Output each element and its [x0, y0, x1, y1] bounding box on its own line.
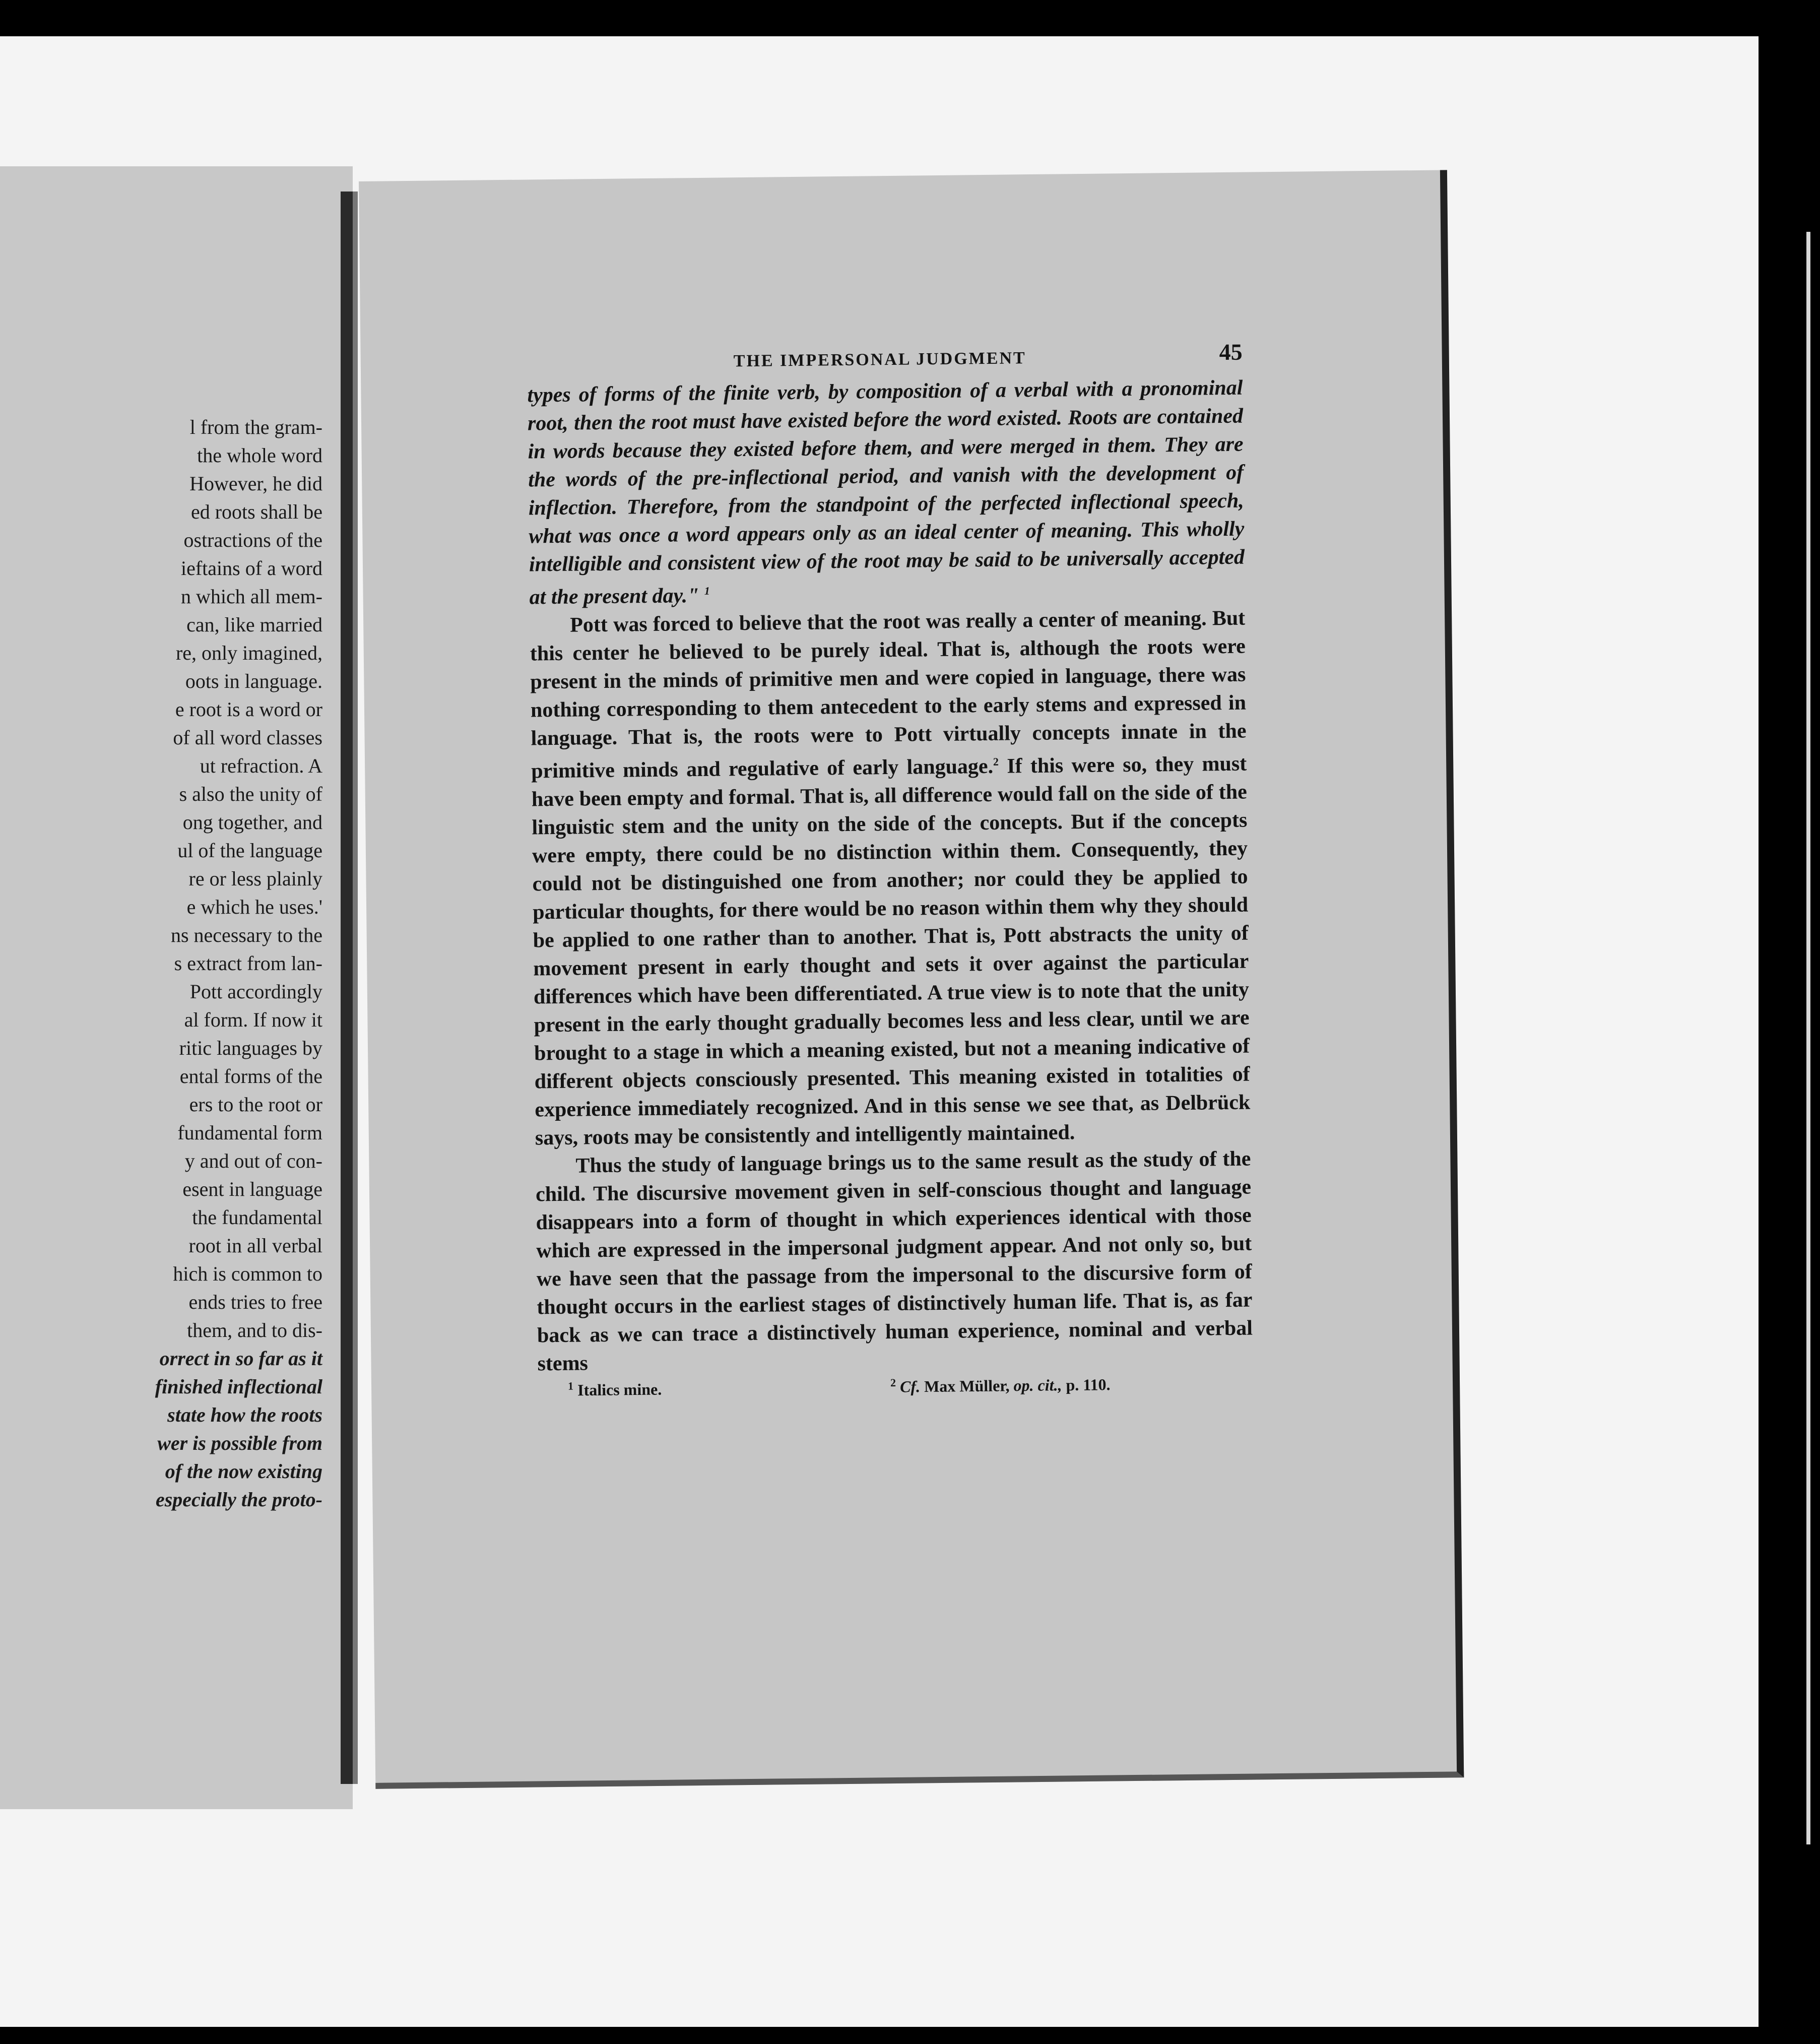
running-title: THE IMPERSONAL JUDGMENT	[733, 349, 1026, 371]
left-page	[0, 166, 353, 1809]
left-page-line: them, and to dis-	[187, 1319, 322, 1342]
left-page-line: hich is common to	[173, 1262, 322, 1285]
paragraph-1-text-b: If this were so, they must have been empty and formal. That is, all difference would fall on the side of the linguistic stem and the unity on the side of the concepts. But if the concepts were empty, there could be no distinction within them. Consequently, they could not be distinguished one from another; nor could they be applied to particular thoughts, for there would be no reason within them why they should be applied to one rather than to another. That is, Pott abstracts the unity of movement present in early thought and sets it over against the particular differences which have been differentiated. A true view is to note that the unity present in the early thought gradually becomes less and less clear, until we are brought to a stage in which a meaning existed, but not a meaning indicative of different objects consciously presented. This meaning existed in totalities of experience immediately recognized. And in this sense we see that, as Delbrück says, roots may be consistently and intelligently maintained.	[531, 752, 1251, 1150]
left-page-line: esent in language	[182, 1178, 322, 1200]
left-page-italic-line: especially the proto-	[155, 1488, 322, 1511]
left-page-line: ong together, and	[182, 811, 322, 834]
left-page-line: the fundamental	[192, 1206, 322, 1229]
footnote-2-mark: 2	[890, 1376, 896, 1389]
left-page-line: can, like married	[186, 613, 322, 636]
book-gutter	[353, 191, 358, 1784]
left-page-line: the whole word	[197, 444, 322, 467]
left-page-line: s also the unity of	[179, 783, 322, 805]
left-page-line: s extract from lan-	[174, 952, 322, 975]
left-page-line: ends tries to free	[188, 1291, 322, 1313]
left-page-line: However, he did	[189, 472, 322, 495]
left-page-line: Pott accordingly	[189, 980, 322, 1003]
left-page-line: root in all verbal	[188, 1234, 322, 1257]
left-page-line: ns necessary to the	[170, 924, 322, 946]
scan-border	[1786, 0, 1820, 2044]
paragraph-2: Thus the study of language brings us to the same result as the study of the child. The discursive movement given in self-conscious thought and language disappears into a form of thought in which experiences identical with those which are expressed in the impersonal judgment appear. And not only so, but we have seen that the passage from the impersonal to the discursive form of thought occurs in the earliest stages of distinctively human life. That is, as far back as we can trace a distinctively human experience, nominal and verbal stems	[535, 1147, 1253, 1376]
book-spine	[341, 191, 354, 1784]
left-page-line: re or less plainly	[188, 867, 322, 890]
left-page-line: ed roots shall be	[190, 500, 322, 523]
left-page-line: n which all mem-	[180, 585, 322, 608]
left-page-text	[0, 413, 322, 1514]
footnote-2-text: Max Müller,	[924, 1376, 1010, 1396]
right-page	[359, 170, 1464, 1788]
left-page-line: ers to the root or	[189, 1093, 322, 1116]
left-page-line: ut refraction. A	[200, 754, 322, 777]
footnote-2	[890, 1374, 1111, 1396]
left-page-line: oots in language.	[185, 670, 322, 692]
left-page-line: al form. If now it	[184, 1008, 322, 1031]
left-page-italic-line: orrect in so far as it	[159, 1347, 322, 1370]
page-number: 45	[1219, 339, 1243, 365]
left-page-line: re, only imagined,	[175, 642, 322, 664]
mount-edge	[1806, 232, 1810, 1844]
running-head	[527, 339, 1243, 381]
left-page-line: ul of the language	[177, 839, 322, 862]
footnote-2-page: p. 110.	[1066, 1375, 1111, 1394]
left-page-line: of all word classes	[173, 726, 322, 749]
left-page-line: ental forms of the	[179, 1065, 322, 1088]
block-quote	[527, 374, 1245, 612]
quote-text: types of forms of the finite verb, by composition of a verbal with a pronominal root, then the root must have existed before the word existed. Roots are contained in words because they existed before them, and were merged in them. They are the words of the pre-inflectional period, and vanish with the development of inflection. Therefore, from the standpoint of the perfected inflectional speech, what was once a word appears only as an ideal center of meaning. This wholly intelligible and consistent view of the root may be said to be universally accepted at the present day."	[527, 376, 1245, 609]
left-page-line: y and out of con-	[184, 1149, 322, 1172]
left-page-line: e root is a word or	[175, 698, 322, 721]
left-page-line: l from the gram-	[189, 416, 322, 438]
left-page-line: ostractions of the	[183, 529, 322, 551]
paragraph-1	[530, 604, 1251, 1153]
page-content	[527, 339, 1253, 1406]
left-page-italic-line: wer is possible from	[157, 1432, 322, 1454]
footnote-1-text: Italics mine.	[577, 1380, 662, 1399]
footnote-1	[568, 1379, 662, 1400]
left-page-italic-line: of the now existing	[165, 1460, 322, 1483]
footnote-1-mark: 1	[567, 1379, 574, 1392]
footnote-2-opcit: op. cit.,	[1013, 1376, 1062, 1395]
left-page-italic-line: state how the roots	[167, 1403, 322, 1426]
left-page-line: ieftains of a word	[180, 557, 322, 580]
footnote-ref-1: 1	[704, 584, 710, 597]
left-page-line: fundamental form	[177, 1121, 322, 1144]
paragraph-1-text-a: Pott was forced to believe that the root was really a center of meaning. But this center he believed to be purely ideal. That is, although the roots were present in the minds of primitive men and were copied in language, there was nothing corresponding to them antecedent to the early stems and expressed in language. That is, the roots were to Pott virtually concepts innate in the primitive minds and regulative of early language.	[530, 606, 1247, 783]
footnotes	[538, 1373, 1253, 1406]
left-page-line: e which he uses.'	[186, 896, 322, 918]
left-page-line: ritic languages by	[179, 1037, 322, 1059]
footnote-2-cf: Cf.	[899, 1377, 921, 1396]
left-page-italic-line: finished inflectional	[155, 1375, 322, 1398]
footnote-ref-2: 2	[993, 755, 999, 768]
